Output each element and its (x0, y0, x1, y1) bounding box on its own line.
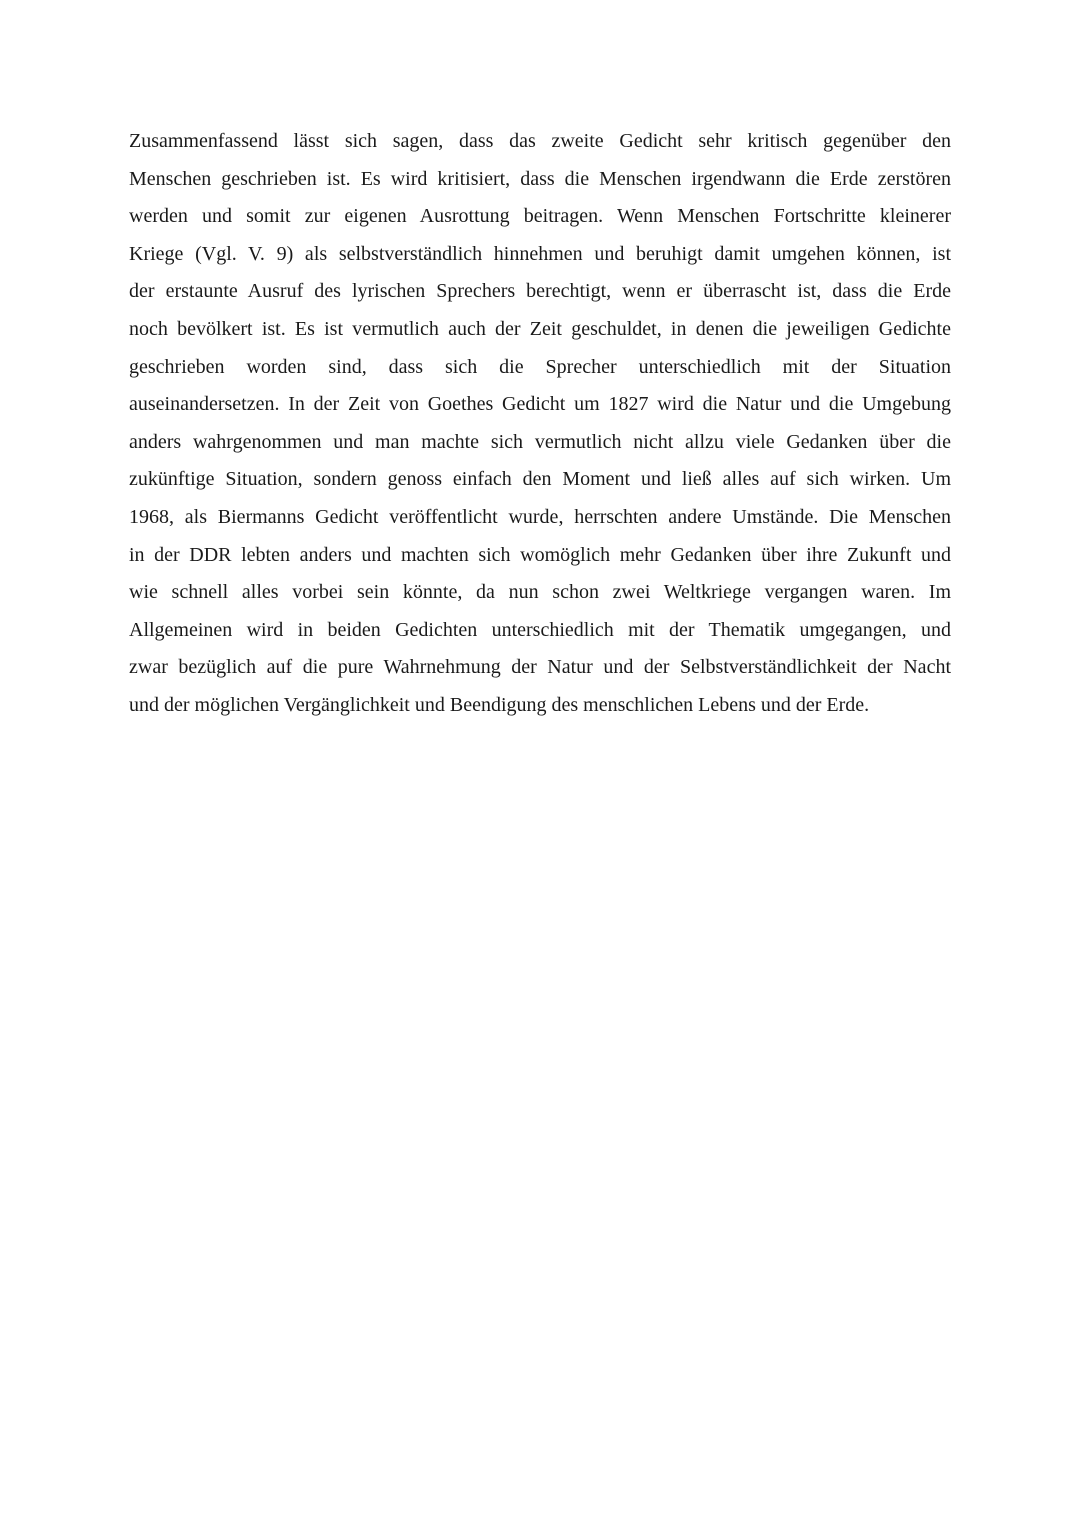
paragraph-line-7: geschrieben worden sind, dass sich die Sprecher unterschiedlich mit der Situation (129, 355, 951, 378)
paragraph-line-3: werden und somit zur eigenen Ausrottung beitragen. Wenn Menschen Fortschritte kleinerer (129, 205, 951, 228)
paragraph-line-11: 1968, als Biermanns Gedicht veröffentlicht wurde, herrschten andere Umstände. Die Menschen (129, 505, 951, 528)
paragraph-line-15: zwar bezüglich auf die pure Wahrnehmung der Natur und der Selbstverständlichkeit der Nacht (129, 656, 951, 679)
paragraph-line-1: Zusammenfassend lässt sich sagen, dass das zweite Gedicht sehr kritisch gegenüber den (129, 130, 951, 152)
paragraph-line-8: auseinandersetzen. In der Zeit von Goethes Gedicht um 1827 wird die Natur und die Umgebung (129, 393, 951, 416)
paragraph-line-9: anders wahrgenommen und man machte sich vermutlich nicht allzu viele Gedanken über die (129, 430, 951, 453)
paragraph-line-14: Allgemeinen wird in beiden Gedichten unterschiedlich mit der Thematik umgegangen, und (129, 618, 951, 641)
paragraph-line-16: und der möglichen Vergänglichkeit und Beendigung des menschlichen Lebens und der Erde. (129, 693, 870, 716)
paragraph-line-10: zukünftige Situation, sondern genoss einfach den Moment und ließ alles auf sich wirken. Um (129, 468, 951, 491)
paragraph-line-6: noch bevölkert ist. Es ist vermutlich auch der Zeit geschuldet, in denen die jeweiligen Gedichte (129, 317, 951, 340)
body-paragraph (129, 123, 951, 725)
paragraph-line-4: Kriege (Vgl. V. 9) als selbstverständlich hinnehmen und beruhigt damit umgehen können, ist (129, 242, 951, 265)
paragraph-line-12: in der DDR lebten anders und machten sich womöglich mehr Gedanken über ihre Zukunft und (129, 543, 951, 566)
paragraph-line-13: wie schnell alles vorbei sein könnte, da nun schon zwei Weltkriege vergangen waren. Im (129, 581, 951, 604)
paragraph-line-2: Menschen geschrieben ist. Es wird kritisiert, dass die Menschen irgendwann die Erde zerstören (129, 167, 951, 190)
paragraph-line-5: der erstaunte Ausruf des lyrischen Sprechers berechtigt, wenn er überrascht ist, dass die Erde (129, 280, 951, 303)
